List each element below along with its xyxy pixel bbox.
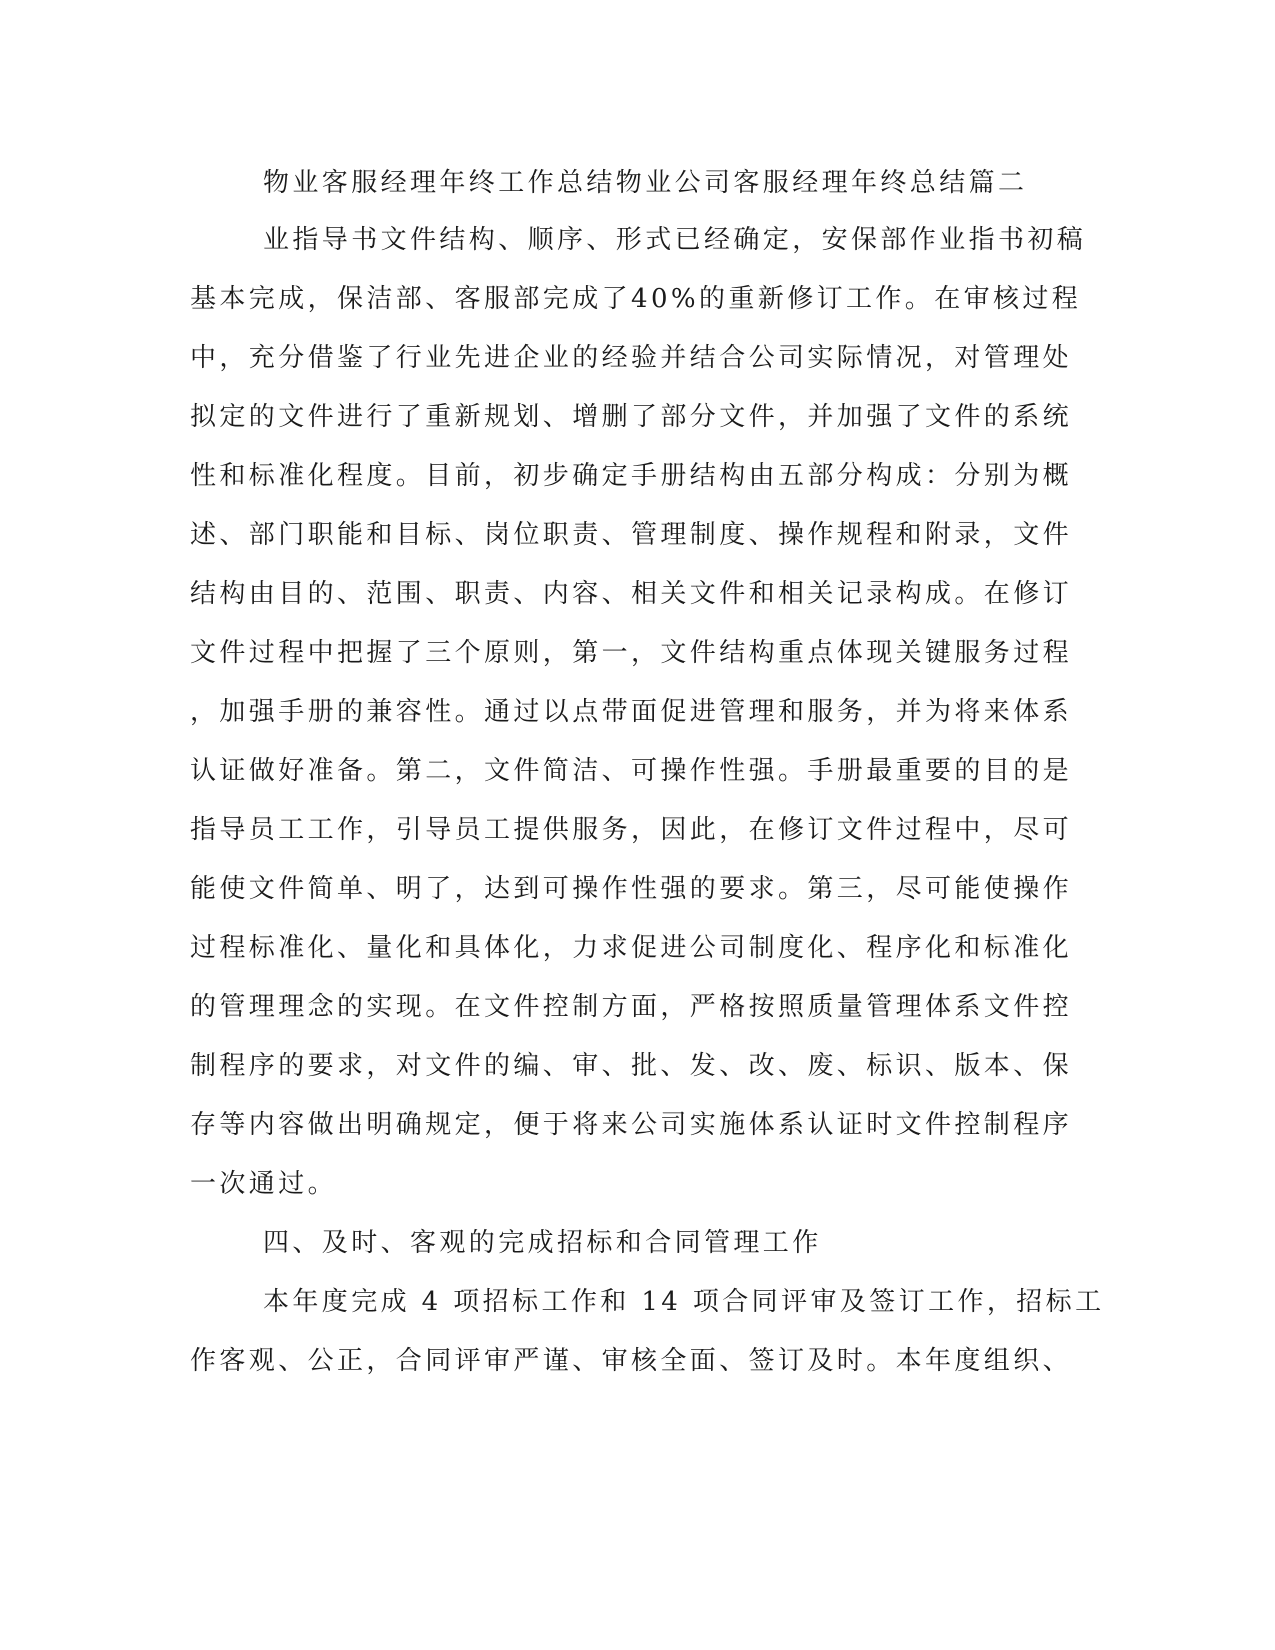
paragraph-line: 一次通过。 [190,1169,338,1199]
paragraph-line: 本年度完成 4 项招标工作和 14 项合同评审及签订工作，招标工 [263,1287,1105,1317]
paragraph-line: ，加强手册的兼容性。通过以点带面促进管理和服务，并为将来体系 [190,697,1073,727]
paragraph-line: 拟定的文件进行了重新规划、增删了部分文件，并加强了文件的系统 [190,402,1073,432]
section-heading: 四、及时、客观的完成招标和合同管理工作 [263,1228,822,1258]
paragraph-line: 指导员工工作，引导员工提供服务，因此，在修订文件过程中，尽可 [190,815,1073,845]
paragraph-line: 结构由目的、范围、职责、内容、相关文件和相关记录构成。在修订 [190,579,1073,609]
paragraph-line: 过程标准化、量化和具体化，力求促进公司制度化、程序化和标准化 [190,933,1073,963]
paragraph-line: 认证做好准备。第二，文件简洁、可操作性强。手册最重要的目的是 [190,756,1073,786]
paragraph-line: 性和标准化程度。目前，初步确定手册结构由五部分构成：分别为概 [190,461,1073,491]
document-title: 物业客服经理年终工作总结物业公司客服经理年终总结篇二 [263,168,1028,198]
paragraph-line: 能使文件简单、明了，达到可操作性强的要求。第三，尽可能使操作 [190,874,1073,904]
paragraph-line: 中，充分借鉴了行业先进企业的经验并结合公司实际情况，对管理处 [190,343,1073,373]
paragraph-line: 文件过程中把握了三个原则，第一，文件结构重点体现关键服务过程 [190,638,1073,668]
paragraph-line: 制程序的要求，对文件的编、审、批、发、改、废、标识、版本、保 [190,1051,1073,1081]
paragraph-line: 作客观、公正，合同评审严谨、审核全面、签订及时。本年度组织、 [190,1346,1073,1376]
paragraph-line: 述、部门职能和目标、岗位职责、管理制度、操作规程和附录，文件 [190,520,1073,550]
paragraph-line: 基本完成，保洁部、客服部完成了40%的重新修订工作。在审核过程 [190,284,1082,314]
paragraph-line: 业指导书文件结构、顺序、形式已经确定，安保部作业指书初稿 [263,225,1087,255]
paragraph-line: 存等内容做出明确规定，便于将来公司实施体系认证时文件控制程序 [190,1110,1073,1140]
paragraph-line: 的管理理念的实现。在文件控制方面，严格按照质量管理体系文件控 [190,992,1073,1022]
